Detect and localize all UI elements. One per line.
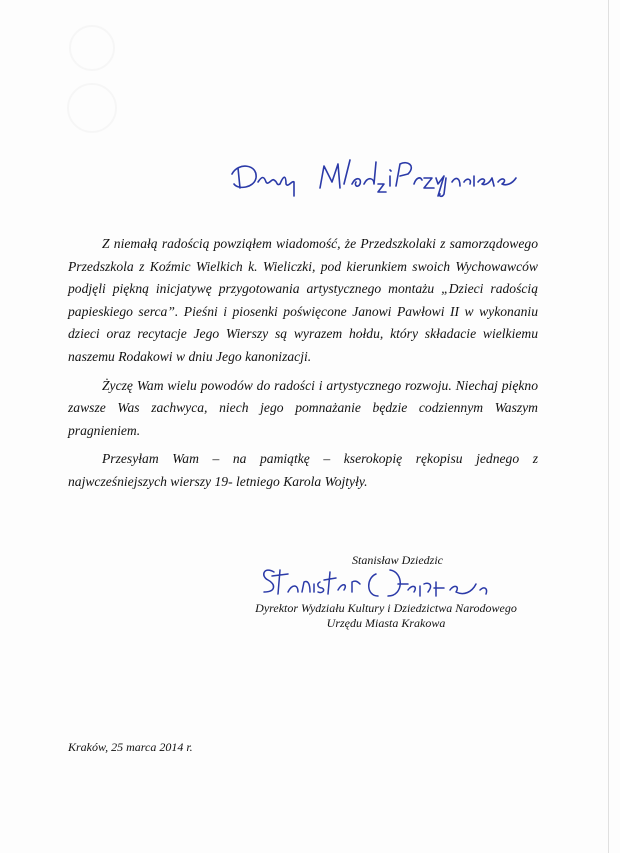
signatory-title-line1: Dyrektor Wydziału Kultury i Dziedzictwa Narodowego bbox=[255, 601, 517, 615]
place-and-date: Kraków, 25 marca 2014 r. bbox=[68, 740, 193, 754]
letter-body bbox=[68, 233, 538, 500]
paragraph-1: Z niemałą radością powziąłem wiadomość, że Przedszkolaki z samorządowego Przedszkola z Koźmic Wielkich k. Wieliczki, pod kierunkiem swoich Wychowawców podjęli piękną inicjatywę przygotowania artystycznego montażu „Dzieci radością papieskiego serca”. Pieśni i piosenki poświęcone Janowi Pawłowi II w wykonaniu dzieci oraz recytacje Jego Wierszy są wyrazem hołdu, który składacie wielkiemu naszemu Rodakowi w dniu Jego kanonizacji. bbox=[68, 236, 538, 364]
signatory-title-line2: Urzędu Miasta Krakowa bbox=[326, 616, 446, 630]
paragraph-2: Życzę Wam wielu powodów do radości i artystycznego rozwoju. Niechaj piękno zawsze Was zachwyca, niech jego pomnażanie będzie codziennym Waszym pragnieniem. bbox=[68, 377, 538, 438]
embossed-seal bbox=[62, 8, 122, 148]
handwritten-salutation bbox=[228, 154, 540, 198]
signatory-name: Stanisław Dziedzic bbox=[352, 553, 444, 567]
page-edge-divider bbox=[608, 0, 609, 853]
handwritten-signature bbox=[258, 562, 508, 602]
signatory-title bbox=[246, 601, 526, 631]
paragraph-3: Przesyłam Wam – na pamiątkę – kserokopię rękopisu jednego z najwcześniejszych wierszy 19- letniego Karola Wojtyły. bbox=[68, 451, 538, 489]
